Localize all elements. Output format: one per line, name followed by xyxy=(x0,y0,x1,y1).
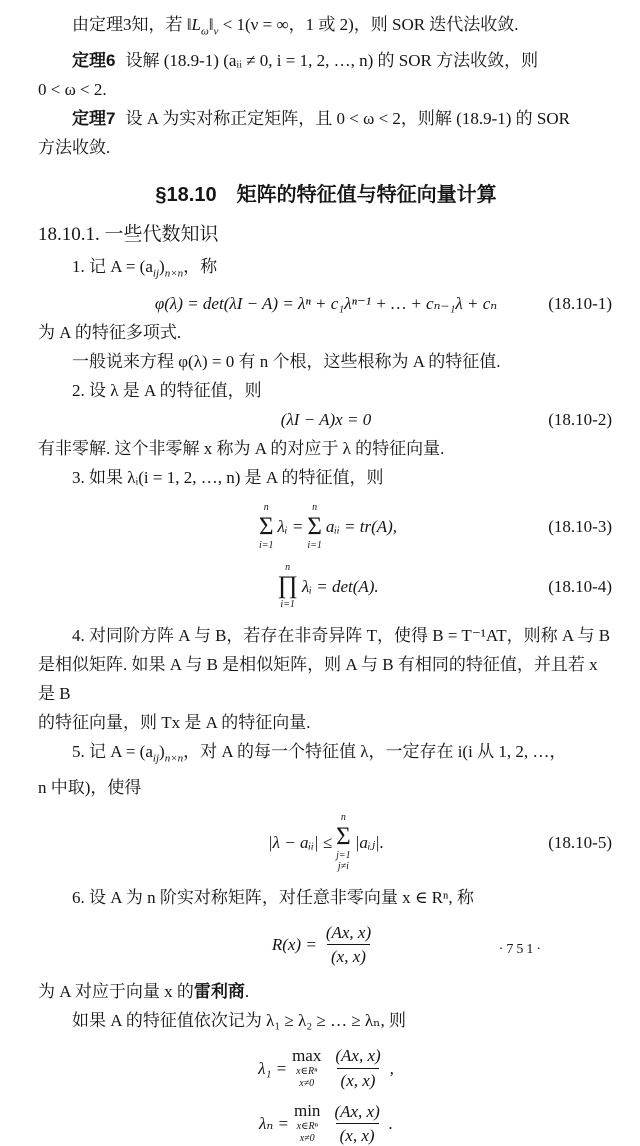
text-run: 为 A 对应于向量 x 的 xyxy=(38,982,194,1002)
equation-18-10-3 xyxy=(38,502,614,551)
text-run: < 1(ν = ∞，1 或 2)，则 SOR 迭代法收敛. xyxy=(218,15,519,34)
theorem-7 xyxy=(38,104,614,133)
text-run: ，称 xyxy=(183,257,218,277)
equation-18-10-5 xyxy=(38,812,614,873)
sum-symbol xyxy=(307,502,322,551)
equation-number: (18.10-3) xyxy=(548,517,612,537)
list-item-5-line1 xyxy=(38,737,614,773)
lambda-max-equation xyxy=(38,1045,614,1091)
text-run: ) xyxy=(159,257,165,277)
min-label: min xyxy=(293,1101,321,1121)
section-heading: §18.10 矩阵的特征值与特征向量计算 xyxy=(155,184,497,207)
char-polynomial-formula: φ(λ) = det(λI − A) = λⁿ + c₁λⁿ⁻¹ + … + cₙ₋₁λ + cₙ xyxy=(154,293,498,313)
sigma-glyph: Σ xyxy=(258,512,274,540)
lambdan-lhs: λₙ = xyxy=(259,1114,289,1134)
text-run: 1. 记 A = (a xyxy=(72,257,153,277)
gershgorin-lhs: |λ − aᵢᵢ| ≤ xyxy=(268,832,333,852)
text-run: 由定理3知，若 xyxy=(72,15,187,34)
fraction-denominator: (x, x) xyxy=(327,944,370,967)
equation-end-punct: , xyxy=(389,1058,394,1078)
list-item-4-line1: 4. 对同阶方阵 A 与 B，若存在非奇异阵 T，使得 B = T⁻¹AT，则称 A 与 B xyxy=(72,625,611,645)
equation-end-punct: . xyxy=(388,1114,393,1134)
fraction-denominator: (x, x) xyxy=(336,1123,379,1146)
sigma-glyph: Σ xyxy=(307,512,322,540)
eigen-equation: (λI − A)x = 0 xyxy=(280,410,372,430)
equation-number: (18.10-2) xyxy=(548,410,612,430)
nxn-subscript: n×n xyxy=(164,752,184,765)
theorem-6-text: 设解 (18.9-1) (aᵢᵢ ≠ 0, i = 1, 2, …, n) 的 SOR 方法收敛，则 xyxy=(125,51,539,71)
sum-upper-limit: n xyxy=(312,502,318,514)
lambda-min-equation xyxy=(38,1101,614,1146)
sum-lower-limit: i=1 xyxy=(258,540,274,552)
equation-number: (18.10-1) xyxy=(548,293,612,313)
fraction-numerator: (Ax, x) xyxy=(334,1101,380,1121)
char-polynomial-note: 为 A 的特征多项式. xyxy=(38,323,182,343)
equation-18-10-4 xyxy=(38,562,614,611)
pi-glyph: ∏ xyxy=(277,572,298,600)
equation-18-10-1 xyxy=(38,293,614,314)
max-label: max xyxy=(292,1045,322,1065)
trace-lhs: λᵢ = xyxy=(277,517,304,537)
list-item-1 xyxy=(38,252,614,288)
subsection-heading: 18.10.1. 一些代数知识 xyxy=(38,224,219,246)
rayleigh-lhs: R(x) = xyxy=(271,935,317,955)
sum-upper-limit: n xyxy=(263,502,269,514)
fraction-numerator: (Ax, x) xyxy=(335,1046,381,1066)
sum-symbol xyxy=(336,812,351,873)
text-run: ) xyxy=(159,741,165,761)
list-item-5-line2: n 中取)，使得 xyxy=(38,778,142,798)
nonzero-solution-note: 有非零解. 这个非零解 x 称为 A 的对应于 λ 的特征向量. xyxy=(38,439,445,459)
fraction-denominator: (x, x) xyxy=(337,1068,380,1091)
ij-subscript: ij xyxy=(152,267,160,280)
list-item-6: 6. 设 A 为 n 阶实对称矩阵，对任意非零向量 x ∈ Rⁿ, 称 xyxy=(72,887,474,907)
theorem-7-continuation: 方法收敛. xyxy=(38,138,111,158)
product-symbol xyxy=(277,562,298,611)
text-run: ，对 A 的每一个特征值 λ，一定存在 i(i 从 1, 2, …， xyxy=(183,741,567,761)
min-condition-1: x∈Rⁿ xyxy=(296,1121,318,1133)
sum-lower-limit-2: j≠i xyxy=(337,861,349,873)
fraction xyxy=(331,1045,384,1091)
theorem-7-label: 定理7 xyxy=(72,109,116,129)
rayleigh-note xyxy=(38,977,614,1006)
sum-symbol xyxy=(259,502,274,551)
equation-18-10-2 xyxy=(38,409,614,430)
list-item-4-line3: 的特征向量，则 Tx 是 A 的特征向量. xyxy=(38,712,311,732)
max-operator xyxy=(292,1047,321,1090)
norm-open: ‖L xyxy=(186,15,201,34)
norm-close: ‖ xyxy=(208,15,214,34)
fraction-numerator: (Ax, x) xyxy=(325,922,372,942)
page-number: ·751· xyxy=(498,942,544,957)
intro-paragraph xyxy=(38,10,614,46)
max-condition-1: x∈Rⁿ xyxy=(296,1065,318,1077)
lambda1-lhs: λ₁ = xyxy=(258,1058,288,1078)
omega-subscript: ω xyxy=(200,25,209,38)
sum-lower-limit: i=1 xyxy=(307,540,322,552)
equation-number: (18.10-5) xyxy=(548,832,612,852)
fraction xyxy=(330,1101,383,1146)
nu-subscript: ν xyxy=(213,25,219,38)
fraction xyxy=(322,922,375,968)
list-item-3: 3. 如果 λᵢ(i = 1, 2, …, n) 是 A 的特征值，则 xyxy=(72,468,384,488)
rayleigh-term: 雷利商 xyxy=(193,982,245,1002)
sum-upper-limit: n xyxy=(340,812,346,824)
trace-rhs: aᵢᵢ = tr(A), xyxy=(325,517,398,537)
nxn-subscript: n×n xyxy=(164,267,184,280)
list-item-2: 2. 设 λ 是 A 的特征值，则 xyxy=(72,381,262,401)
equation-number: (18.10-4) xyxy=(548,576,612,596)
theorem-6 xyxy=(38,46,614,75)
ij-subscript: ij xyxy=(152,752,160,765)
min-operator xyxy=(294,1102,320,1145)
product-upper-limit: n xyxy=(285,561,291,573)
sum-lower-limit-1: j=1 xyxy=(336,849,351,861)
theorem-7-text: 设 A 为实对称正定矩阵，且 0 < ω < 2，则解 (18.9-1) 的 SOR xyxy=(125,109,570,129)
roots-note: 一般说来方程 φ(λ) = 0 有 n 个根，这些根称为 A 的特征值. xyxy=(72,352,501,372)
theorem-6-continuation: 0 < ω < 2. xyxy=(38,80,107,100)
determinant-rhs: λᵢ = det(A). xyxy=(301,576,379,596)
text-run: 5. 记 A = (a xyxy=(72,741,153,761)
max-condition-2: x≠0 xyxy=(299,1077,315,1089)
product-lower-limit: i=1 xyxy=(280,599,295,611)
min-condition-2: x≠0 xyxy=(299,1133,315,1145)
gershgorin-rhs: |aᵢⱼ|. xyxy=(354,832,384,852)
list-item-4-line2: 是相似矩阵. 如果 A 与 B 是相似矩阵，则 A 与 B 有相同的特征值，并且若 x 是 B xyxy=(38,654,598,703)
eigenvalue-order-note: 如果 A 的特征值依次记为 λ₁ ≥ λ₂ ≥ … ≥ λₙ, 则 xyxy=(72,1011,407,1031)
text-run: . xyxy=(244,982,250,1002)
sigma-glyph: Σ xyxy=(336,822,351,850)
theorem-6-label: 定理6 xyxy=(72,51,116,71)
